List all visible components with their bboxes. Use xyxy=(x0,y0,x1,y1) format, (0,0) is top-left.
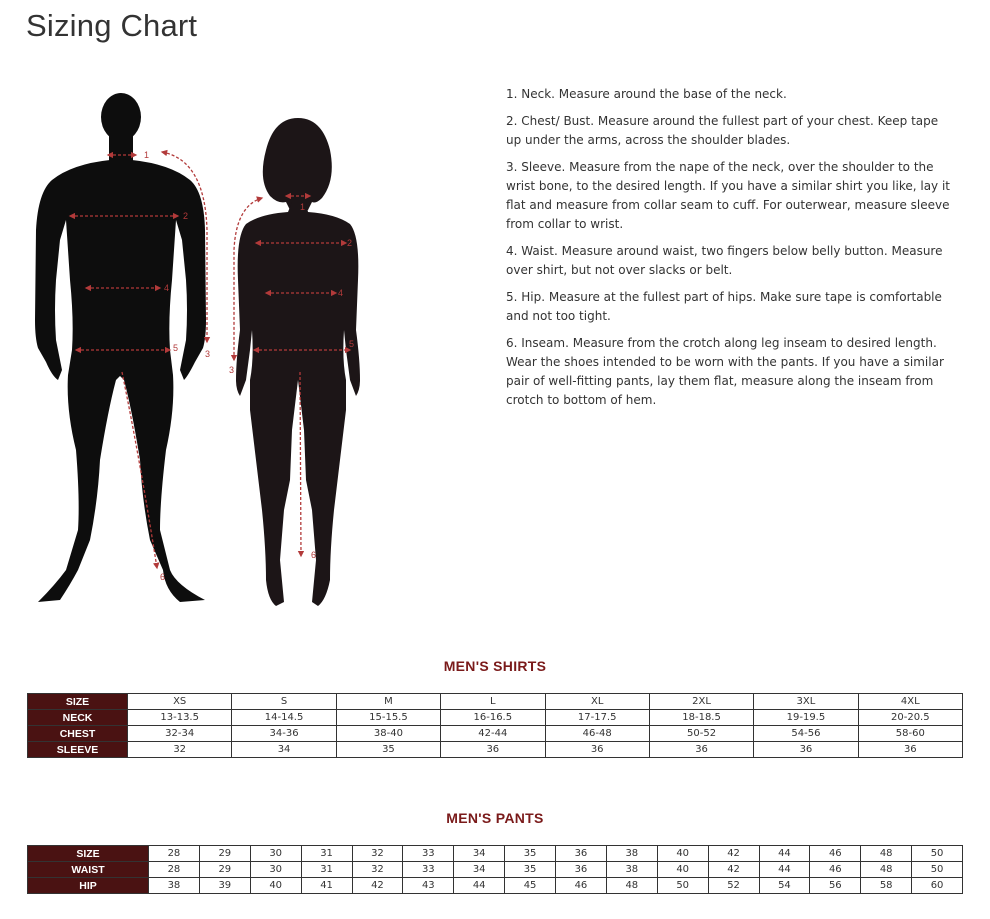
instruction-waist: 4. Waist. Measure around waist, two fingers below belly button. Measure over shirt, but not over slacks or belt. xyxy=(506,244,943,277)
label-sleeve: 3 xyxy=(205,349,211,359)
label-waist: 4 xyxy=(338,288,344,298)
table-cell: 48 xyxy=(606,878,657,894)
table-cell: 29 xyxy=(199,862,250,878)
table-cell: 46-48 xyxy=(545,726,649,742)
table-cell: 44 xyxy=(759,846,810,862)
table-cell: 36 xyxy=(545,742,649,758)
table-cell: 36 xyxy=(858,742,962,758)
row-header: SIZE xyxy=(28,846,149,862)
table-cell: 58 xyxy=(861,878,912,894)
table-cell: 4XL xyxy=(858,694,962,710)
pants-section-title: MEN'S PANTS xyxy=(446,810,544,826)
label-sleeve: 3 xyxy=(229,365,235,375)
table-cell: 31 xyxy=(301,846,352,862)
table-cell: 36 xyxy=(556,862,607,878)
table-cell: 40 xyxy=(657,862,708,878)
table-cell: 36 xyxy=(754,742,858,758)
table-cell: 2XL xyxy=(649,694,753,710)
table-cell: 45 xyxy=(505,878,556,894)
table-cell: 48 xyxy=(861,846,912,862)
table-cell: 38 xyxy=(606,862,657,878)
table-cell: 38-40 xyxy=(336,726,440,742)
table-cell: 40 xyxy=(250,878,301,894)
label-inseam: 6 xyxy=(311,550,317,560)
table-cell: 35 xyxy=(336,742,440,758)
table-cell: 41 xyxy=(301,878,352,894)
table-cell: 35 xyxy=(505,846,556,862)
table-cell: 44 xyxy=(759,862,810,878)
label-neck: 1 xyxy=(144,150,150,160)
instruction-hip: 5. Hip. Measure at the fullest part of hips. Make sure tape is comfortable and not too tight. xyxy=(506,290,942,323)
table-cell: 3XL xyxy=(754,694,858,710)
table-row xyxy=(28,862,963,878)
label-bust: 2 xyxy=(347,238,353,248)
shirts-section-title: MEN'S SHIRTS xyxy=(443,658,547,674)
table-cell: 30 xyxy=(250,862,301,878)
row-header: CHEST xyxy=(28,726,128,742)
table-cell: 33 xyxy=(403,846,454,862)
table-cell: 34-36 xyxy=(232,726,336,742)
table-cell: XS xyxy=(128,694,232,710)
table-cell: 42 xyxy=(708,862,759,878)
measurement-instructions xyxy=(506,85,954,418)
row-header: NECK xyxy=(28,710,128,726)
table-cell: 34 xyxy=(232,742,336,758)
table-cell: 48 xyxy=(861,862,912,878)
table-cell: 30 xyxy=(250,846,301,862)
table-cell: 34 xyxy=(454,846,505,862)
table-cell: 50 xyxy=(657,878,708,894)
table-cell: 56 xyxy=(810,878,861,894)
table-cell: 36 xyxy=(556,846,607,862)
male-silhouette xyxy=(35,93,206,602)
table-cell: 16-16.5 xyxy=(441,710,545,726)
table-cell: 17-17.5 xyxy=(545,710,649,726)
table-cell: 28 xyxy=(149,862,200,878)
label-neck: 1 xyxy=(300,202,306,212)
table-cell: 29 xyxy=(199,846,250,862)
table-cell: 31 xyxy=(301,862,352,878)
table-cell: 33 xyxy=(403,862,454,878)
table-cell: 50 xyxy=(912,846,963,862)
row-header: HIP xyxy=(28,878,149,894)
table-cell: 40 xyxy=(657,846,708,862)
table-row xyxy=(28,694,963,710)
table-cell: 42-44 xyxy=(441,726,545,742)
table-cell: 38 xyxy=(149,878,200,894)
row-header: SIZE xyxy=(28,694,128,710)
table-cell: 46 xyxy=(556,878,607,894)
table-cell: 46 xyxy=(810,862,861,878)
table-cell: 36 xyxy=(649,742,753,758)
label-hip: 5 xyxy=(349,339,355,349)
table-row xyxy=(28,710,963,726)
table-cell: 18-18.5 xyxy=(649,710,753,726)
table-cell: 20-20.5 xyxy=(858,710,962,726)
pants-size-table xyxy=(27,845,963,894)
table-cell: 38 xyxy=(606,846,657,862)
table-cell: 44 xyxy=(454,878,505,894)
table-cell: 35 xyxy=(505,862,556,878)
table-cell: S xyxy=(232,694,336,710)
label-inseam: 6 xyxy=(160,572,166,582)
table-cell: 19-19.5 xyxy=(754,710,858,726)
page-title: Sizing Chart xyxy=(26,8,198,43)
instruction-inseam: 6. Inseam. Measure from the crotch along leg inseam to desired length. Wear the shoes intended to be worn with the pants. If you have a similar pair of well-fitting pants, lay them flat, measure along the inseam from crotch to bottom of hem. xyxy=(506,336,944,407)
table-cell: 43 xyxy=(403,878,454,894)
table-cell: 34 xyxy=(454,862,505,878)
measurement-figures xyxy=(0,80,500,620)
table-cell: M xyxy=(336,694,440,710)
table-cell: 50-52 xyxy=(649,726,753,742)
table-cell: 32 xyxy=(128,742,232,758)
row-header: WAIST xyxy=(28,862,149,878)
table-row xyxy=(28,726,963,742)
table-cell: 28 xyxy=(149,846,200,862)
label-hip: 5 xyxy=(173,343,179,353)
table-cell: 15-15.5 xyxy=(336,710,440,726)
table-row xyxy=(28,742,963,758)
table-cell: 52 xyxy=(708,878,759,894)
table-cell: 13-13.5 xyxy=(128,710,232,726)
table-cell: 36 xyxy=(441,742,545,758)
table-cell: 46 xyxy=(810,846,861,862)
instruction-chest: 2. Chest/ Bust. Measure around the fullest part of your chest. Keep tape up under the arms, across the shoulder blades. xyxy=(506,114,939,147)
table-cell: 14-14.5 xyxy=(232,710,336,726)
label-chest: 2 xyxy=(183,211,189,221)
table-row xyxy=(28,878,963,894)
table-row xyxy=(28,846,963,862)
row-header: SLEEVE xyxy=(28,742,128,758)
table-cell: 58-60 xyxy=(858,726,962,742)
table-cell: 50 xyxy=(912,862,963,878)
instruction-neck: 1. Neck. Measure around the base of the neck. xyxy=(506,87,787,101)
table-cell: XL xyxy=(545,694,649,710)
table-cell: 54-56 xyxy=(754,726,858,742)
table-cell: 42 xyxy=(352,878,403,894)
table-cell: 54 xyxy=(759,878,810,894)
female-silhouette xyxy=(236,118,360,606)
table-cell: 42 xyxy=(708,846,759,862)
label-waist: 4 xyxy=(164,283,170,293)
table-cell: 32 xyxy=(352,862,403,878)
table-cell: L xyxy=(441,694,545,710)
instruction-sleeve: 3. Sleeve. Measure from the nape of the neck, over the shoulder to the wrist bone, to the desired length. If you have a similar shirt you like, lay it flat and measure from collar seam to cuff. For outerwear, measure sleeve from collar to wrist. xyxy=(506,160,951,231)
table-cell: 32 xyxy=(352,846,403,862)
table-cell: 39 xyxy=(199,878,250,894)
table-cell: 32-34 xyxy=(128,726,232,742)
table-cell: 60 xyxy=(912,878,963,894)
shirts-size-table xyxy=(27,693,963,758)
